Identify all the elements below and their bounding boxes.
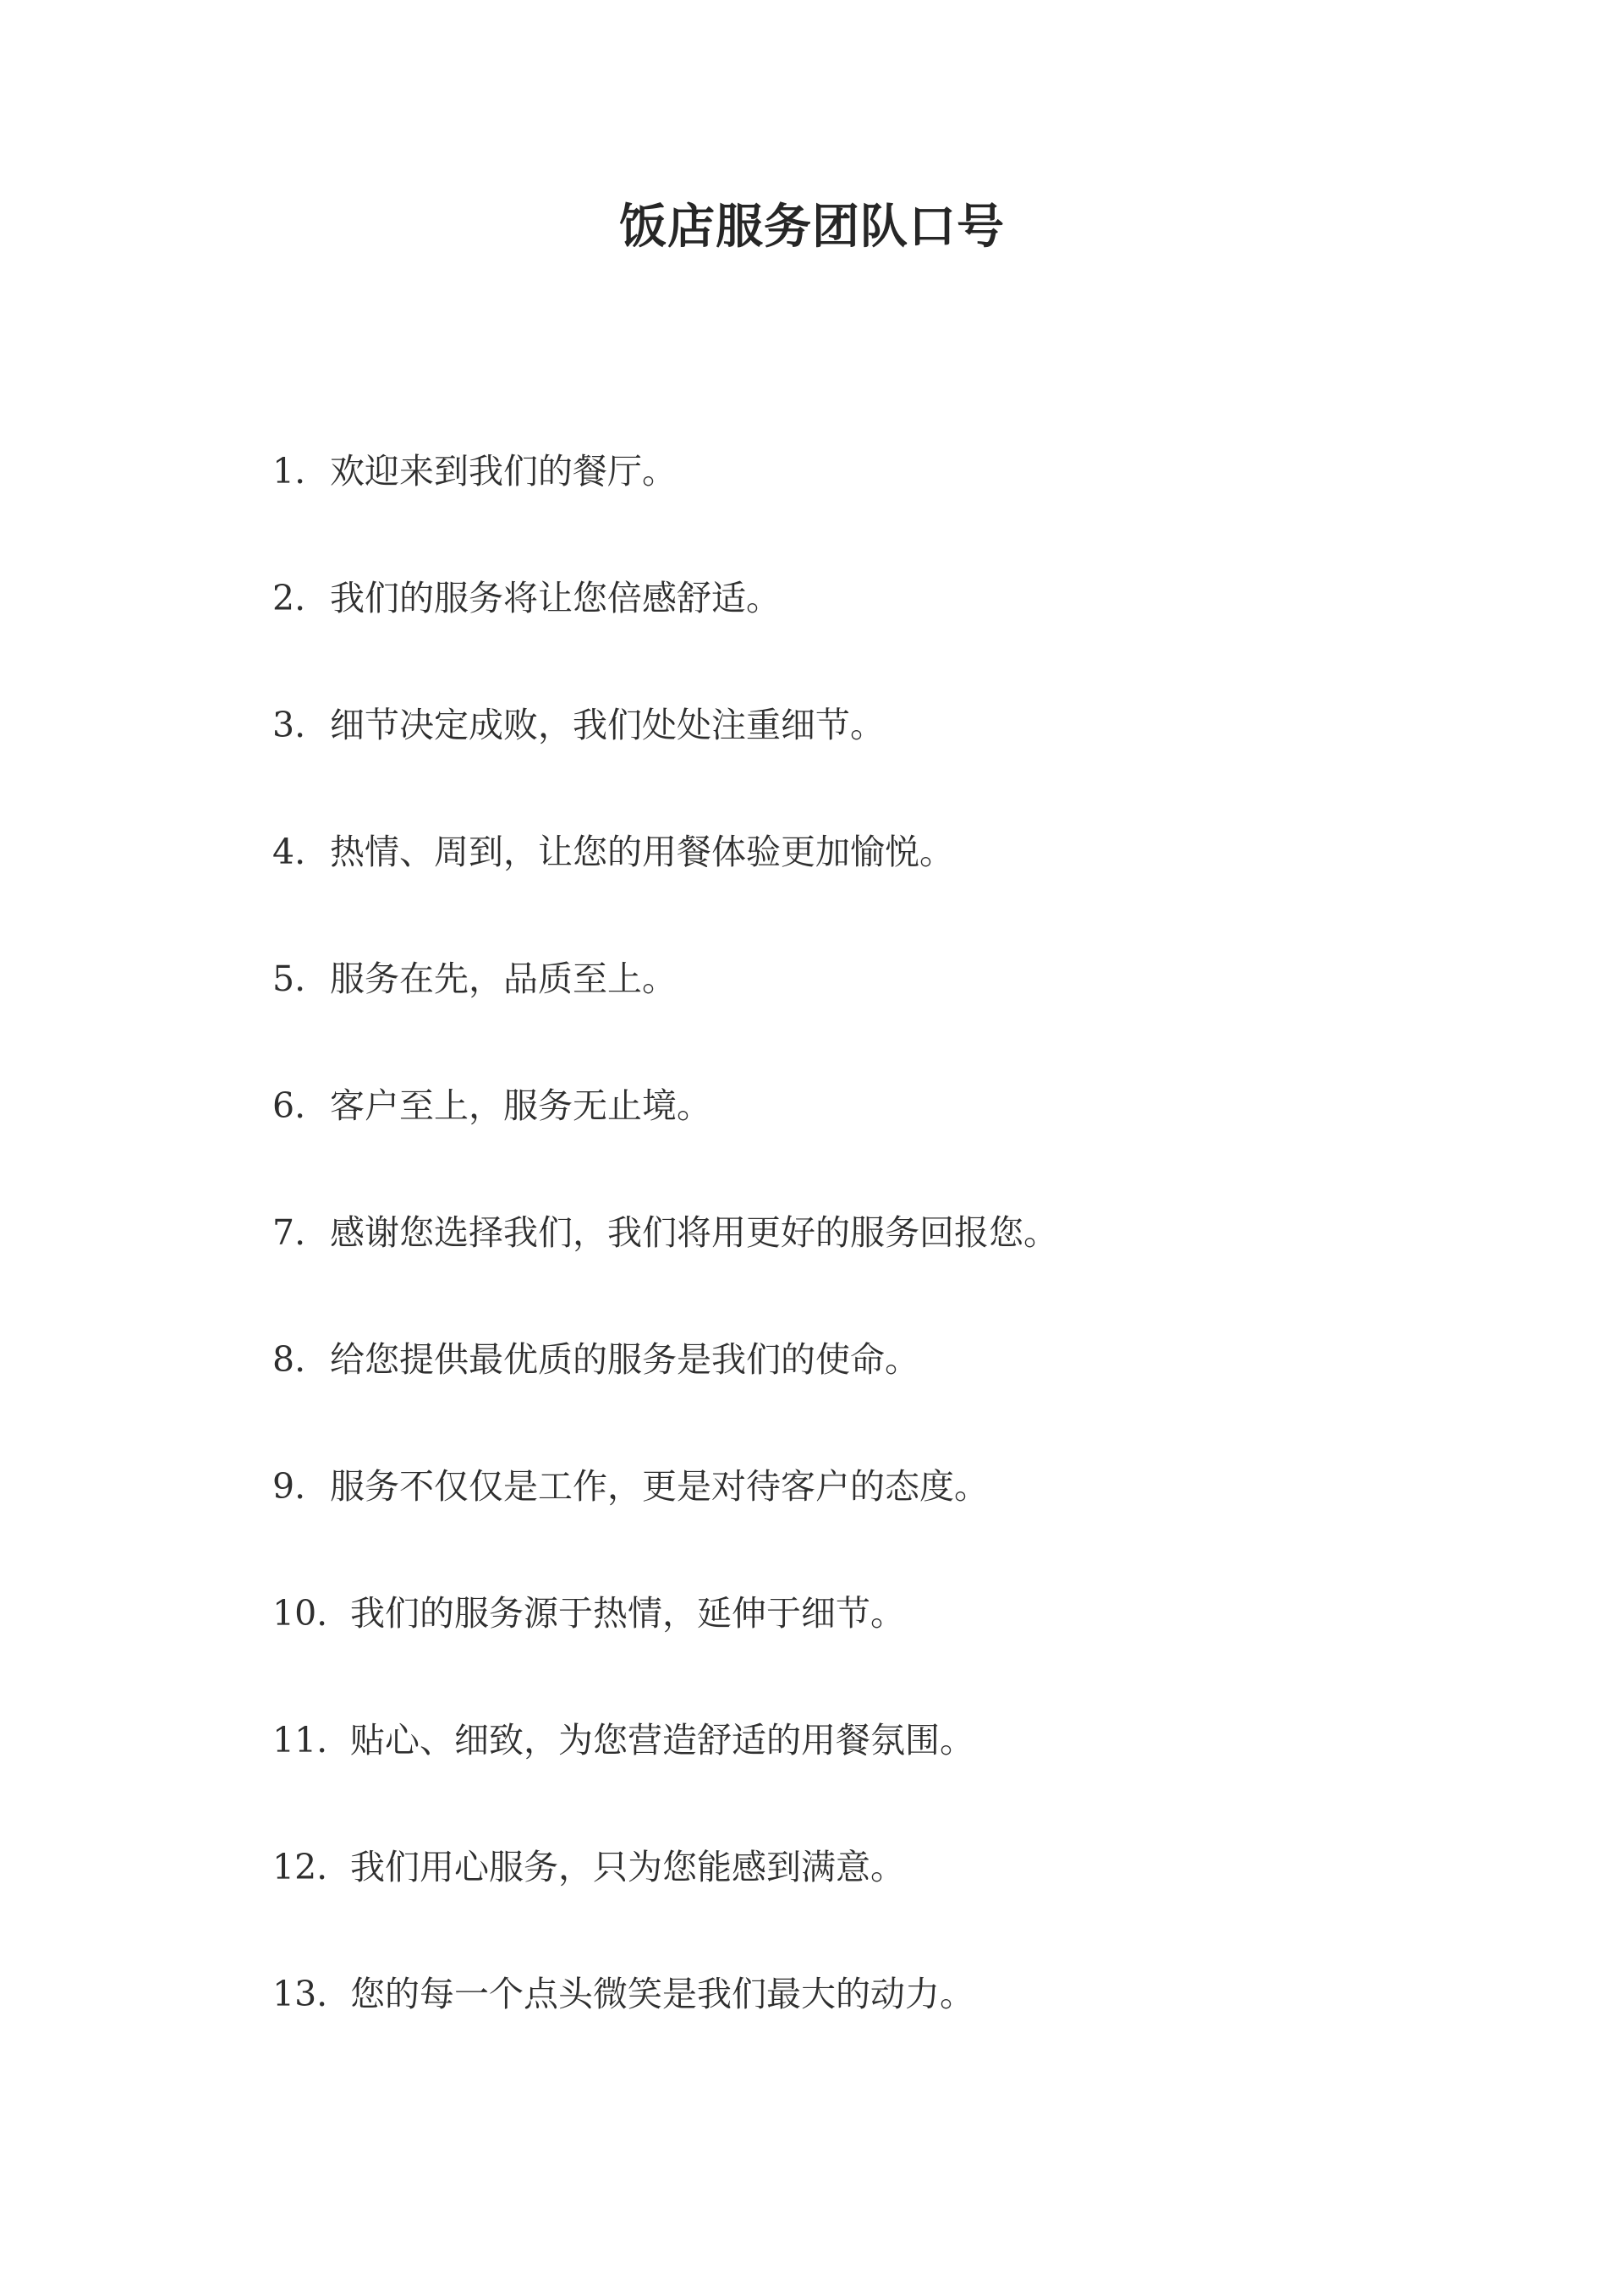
list-item [272,1455,1541,1582]
list-item [272,1074,1541,1201]
list-item-number: 10. [272,1593,328,1634]
list-item-text: 给您提供最优质的服务是我们的使命。 [330,1339,919,1380]
list-item-number: 7. [272,1212,306,1253]
list-item [272,1836,1541,1963]
list-item-number: 12. [272,1847,328,1887]
list-item-text: 感谢您选择我们，我们将用更好的服务回报您。 [330,1212,1058,1253]
list-item [272,1582,1541,1709]
list-item [272,567,1541,694]
list-item-text: 服务在先，品质至上。 [330,958,677,999]
list-item-text: 细节决定成败，我们处处注重细节。 [330,705,885,745]
list-item-text: 服务不仅仅是工作，更是对待客户的态度。 [330,1466,989,1507]
list-item-number: 2. [272,578,306,618]
list-item-text: 您的每一个点头微笑是我们最大的动力。 [350,1974,974,2014]
list-item-number: 1. [272,451,306,492]
list-item [272,1709,1541,1836]
list-item-text: 我们用心服务，只为您能感到满意。 [350,1847,905,1887]
list-item [272,440,1541,567]
list-item-text: 客户至上，服务无止境。 [330,1085,711,1126]
list-item [272,821,1541,948]
list-item-text: 热情、周到，让您的用餐体验更加愉悦。 [330,832,954,872]
list-item-number: 6. [272,1085,306,1126]
list-item [272,948,1541,1074]
list-item-text: 我们的服务源于热情，延伸于细节。 [350,1593,905,1634]
list-item-number: 5. [272,958,306,999]
list-item-text: 欢迎来到我们的餐厅。 [330,451,677,492]
slogan-list [272,440,1541,2090]
list-item [272,1201,1541,1328]
list-item [272,694,1541,821]
list-item-text: 我们的服务将让您倍感舒适。 [330,578,781,618]
list-item-number: 13. [272,1974,328,2014]
list-item [272,1963,1541,2090]
list-item-number: 9. [272,1466,306,1507]
list-item-text: 贴心、细致，为您营造舒适的用餐氛围。 [350,1720,974,1760]
list-item [272,1328,1541,1455]
page-title: 饭店服务团队口号 [619,199,1005,255]
list-item-number: 4. [272,832,306,872]
list-item-number: 11. [272,1720,328,1760]
list-item-number: 8. [272,1339,306,1380]
list-item-number: 3. [272,705,306,745]
